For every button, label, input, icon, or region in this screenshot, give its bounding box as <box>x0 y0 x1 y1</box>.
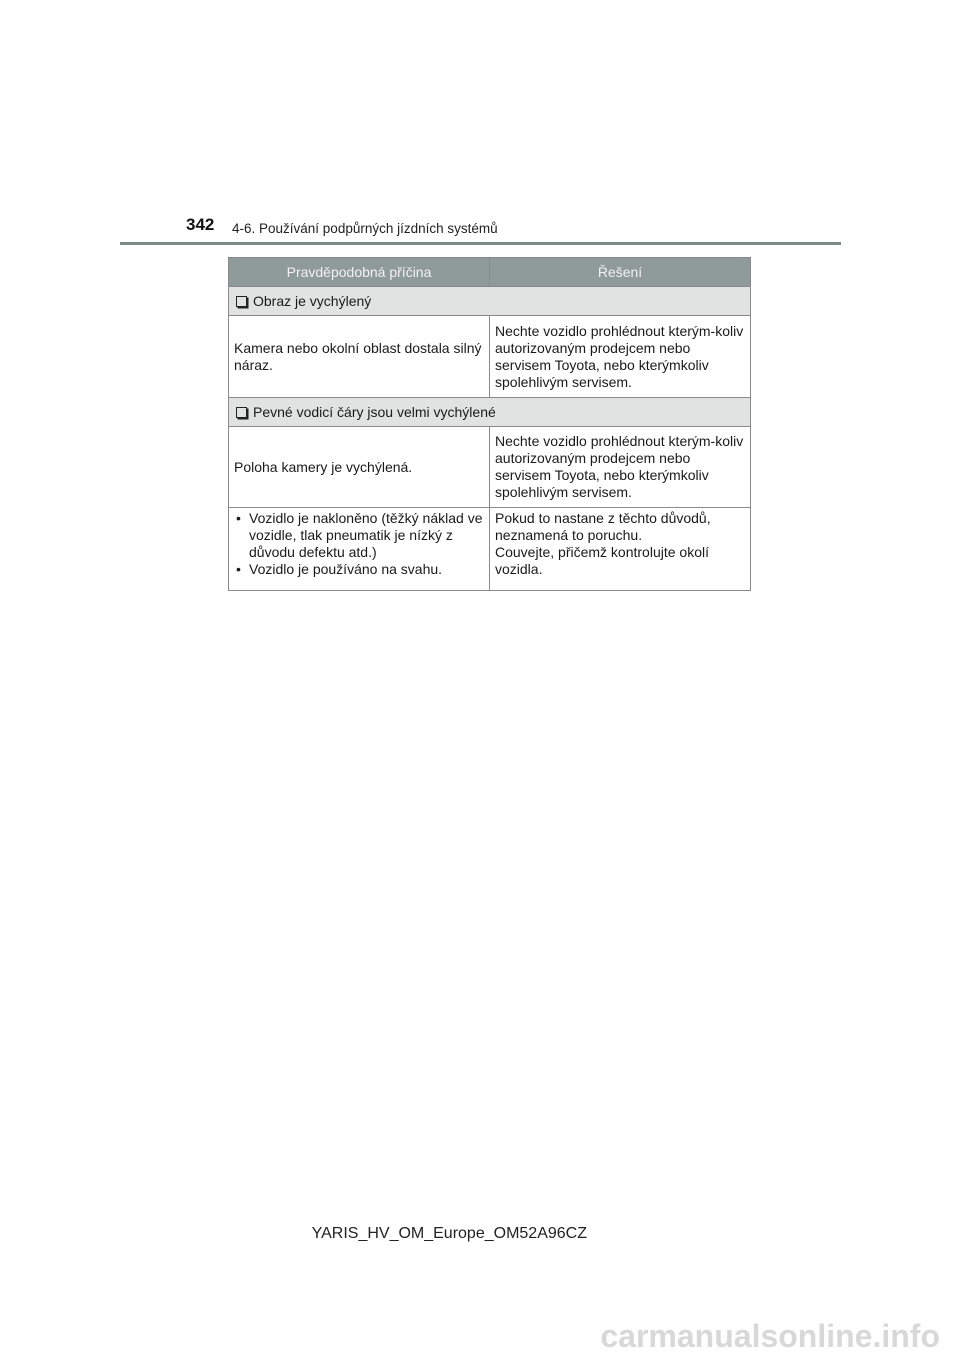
group-cell <box>229 398 751 427</box>
cause-cell: Kamera nebo okolní oblast dostala silný náraz. <box>229 316 490 398</box>
solution-cell: Nechte vozidlo prohlédnout kterým-koliv autorizovaným prodejcem nebo servisem Toyota, nebo kterýmkoliv spolehlivým servisem. <box>490 427 751 508</box>
group-row-image-skewed <box>229 287 751 316</box>
column-header-cause: Pravděpodobná příčina <box>229 258 490 287</box>
list-item: • Vozidlo je nakloněno (těžký náklad ve vozidle, tlak pneumatik je nízký z důvodu defektu atd.) <box>234 510 484 561</box>
page-number: 342 <box>186 215 215 234</box>
checkbox-icon <box>236 407 247 418</box>
solution-cell: Nechte vozidlo prohlédnout kterým-koliv autorizovaným prodejcem nebo servisem Toyota, nebo kterýmkoliv spolehlivým servisem. <box>490 316 751 398</box>
table-row <box>229 427 751 508</box>
header-divider <box>120 242 841 245</box>
table-header-row <box>229 258 751 287</box>
column-header-solution: Řešení <box>490 258 751 287</box>
section-title: 4-6. Používání podpůrných jízdních systémů <box>232 221 498 236</box>
checkbox-icon <box>236 296 247 307</box>
group-cell <box>229 287 751 316</box>
table-row <box>229 316 751 398</box>
cause-cell: Poloha kamery je vychýlená. <box>229 427 490 508</box>
group-title: Pevné vodicí čáry jsou velmi vychýlené <box>253 403 496 420</box>
document-code: YARIS_HV_OM_Europe_OM52A96CZ <box>311 1225 587 1242</box>
troubleshooting-table <box>228 257 751 591</box>
group-row-guidelines-skewed <box>229 398 751 427</box>
group-title: Obraz je vychýlený <box>253 292 372 309</box>
watermark: carmanualsonline.info <box>600 1318 940 1354</box>
list-item: • Vozidlo je používáno na svahu. <box>234 561 484 578</box>
cause-bullet-list <box>234 510 484 578</box>
solution-line: Couvejte, přičemž kontrolujte okolí vozidla. <box>495 544 709 577</box>
table-row <box>229 508 751 591</box>
cause-cell <box>229 508 490 591</box>
solution-cell <box>490 508 751 591</box>
solution-line: Pokud to nastane z těchto důvodů, neznamená to poruchu. <box>495 510 711 543</box>
